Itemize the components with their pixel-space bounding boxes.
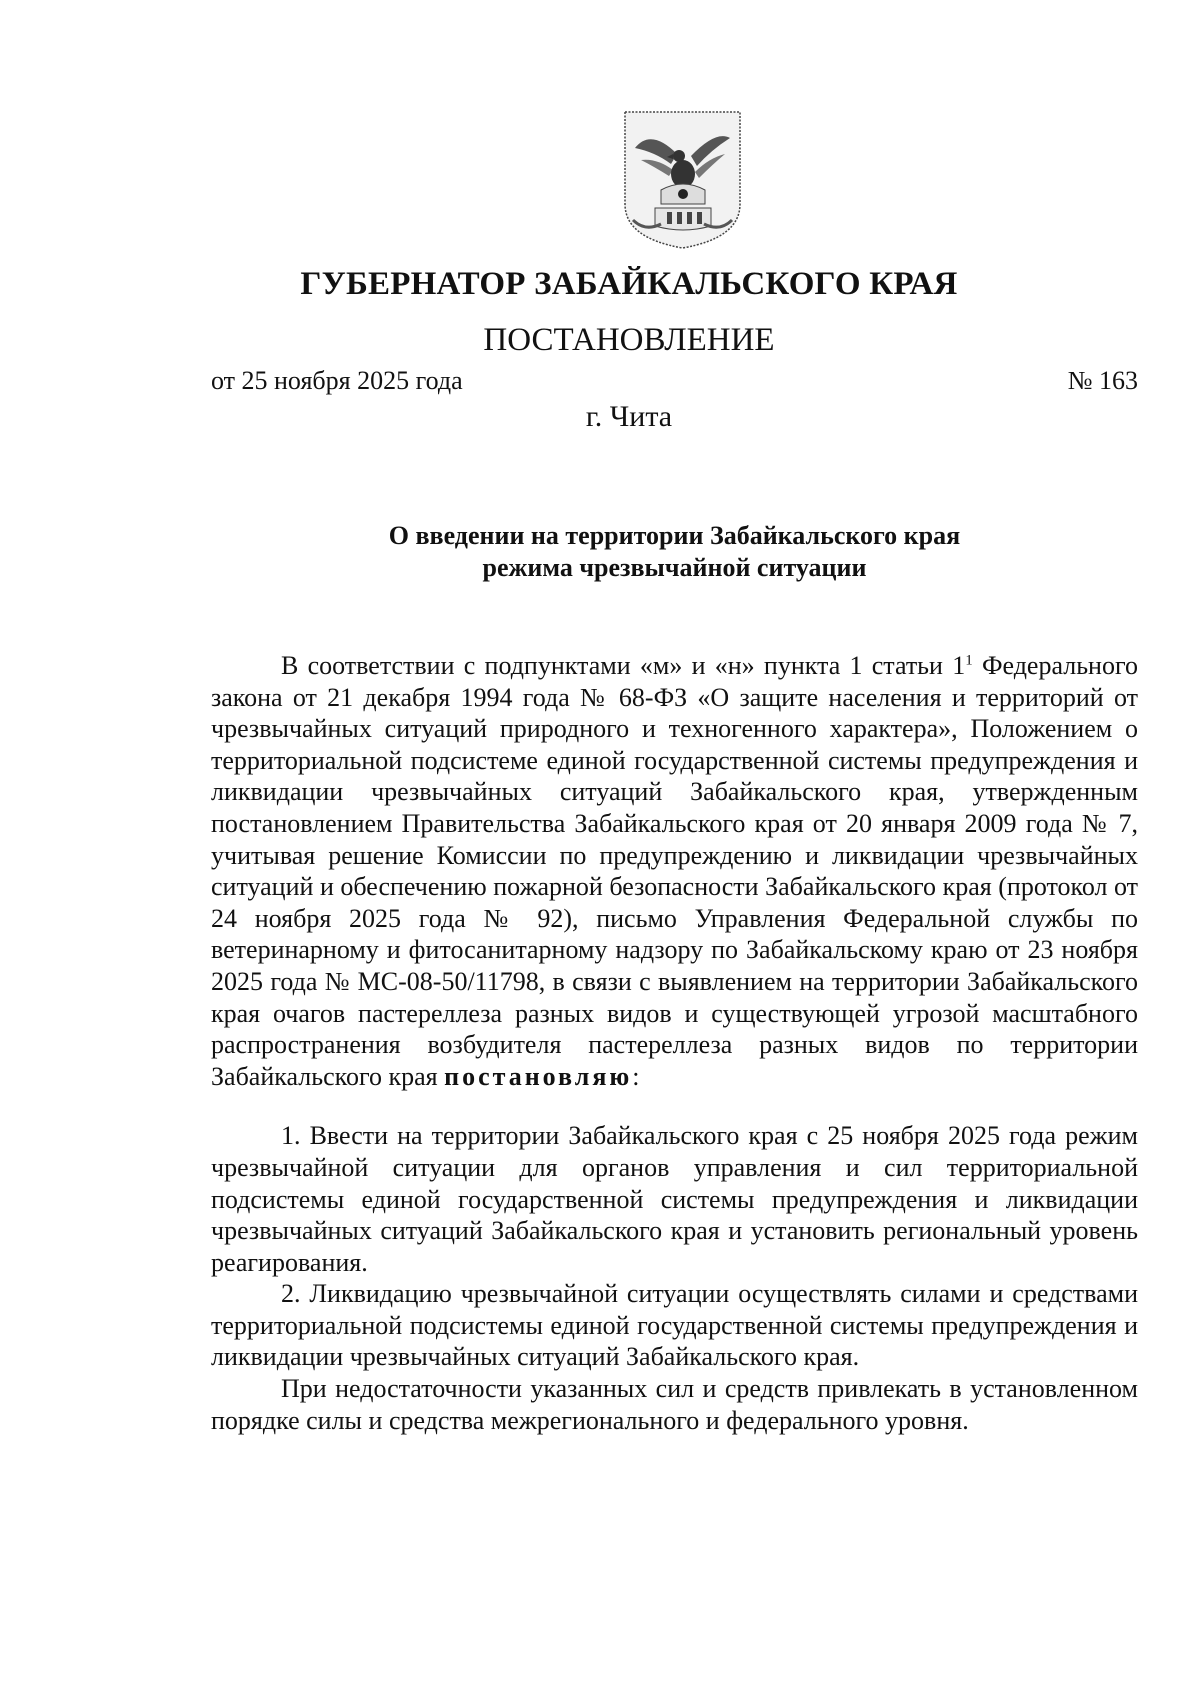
- article-superscript: 1: [965, 652, 973, 669]
- document-type: ПОСТАНОВЛЕНИЕ: [483, 322, 775, 358]
- preamble-part-2: Федерального закона от 21 декабря 1994 года № 68-ФЗ «О защите населения и территорий от чрезвычайных ситуаций природного и техногенного характера», Положением о территориальной подсистеме единой государственной системы предупреждения и ликвидации чрезвычайных ситуаций Забайкальского края, утвержденным постановлением Правительства Забайкальского края от 20 января 2009 года № 7, учитывая решение Комиссии по предупреждению и ликвидации чрезвычайных ситуаций и обеспечению пожарной безопасности Забайкальского края (протокол от 24 ноября 2025 года № 92), письмо Управления Федеральной службы по ветеринарному и фитосанитарному надзору по Забайкальскому краю от 23 ноября 2025 года № МС-08-50/11798, в связи с выявлением на территории Забайкальского края очагов пастереллеза разных видов и существующей угрозой масштабного распространения возбудителя пастереллеза разных видов по территории Забайкальского края: [211, 651, 1138, 1091]
- document-title: [211, 520, 1138, 584]
- coat-of-arms-emblem: [621, 108, 744, 251]
- document-city: г. Чита: [585, 400, 673, 433]
- resolves-punctuation: :: [632, 1061, 640, 1091]
- preamble-paragraph: [211, 650, 1138, 1092]
- item-1: 1. Ввести на территории Забайкальского края с 25 ноября 2025 года режим чрезвычайной ситуации для органов управления и сил территориальной подсистемы единой государственной системы предупреждения и ликвидации чрезвычайных ситуаций Забайкальского края и установить региональный уровень реагирования.: [211, 1121, 1138, 1277]
- resolves-word: постановляю: [444, 1061, 633, 1091]
- item-2-continuation: При недостаточности указанных сил и средств привлекать в установленном порядке силы и средства межрегионального и федерального уровня.: [211, 1374, 1138, 1435]
- issuing-authority: ГУБЕРНАТОР ЗАБАЙКАЛЬСКОГО КРАЯ: [300, 266, 958, 302]
- document-date: от 25 ноября 2025 года: [211, 366, 463, 395]
- item-2: 2. Ликвидацию чрезвычайной ситуации осуществлять силами и средствами территориальной подсистемы единой государственной системы предупреждения и ликвидации чрезвычайных ситуаций Забайкальского края.: [211, 1279, 1138, 1372]
- document-number: № 163: [1067, 366, 1138, 395]
- title-line-1: О введении на территории Забайкальского края: [388, 521, 961, 550]
- title-line-2: режима чрезвычайной ситуации: [482, 553, 867, 582]
- preamble-part-1: В соответствии с подпунктами «м» и «н» пункта 1 статьи 1: [281, 651, 966, 680]
- document-body: [211, 650, 1138, 1436]
